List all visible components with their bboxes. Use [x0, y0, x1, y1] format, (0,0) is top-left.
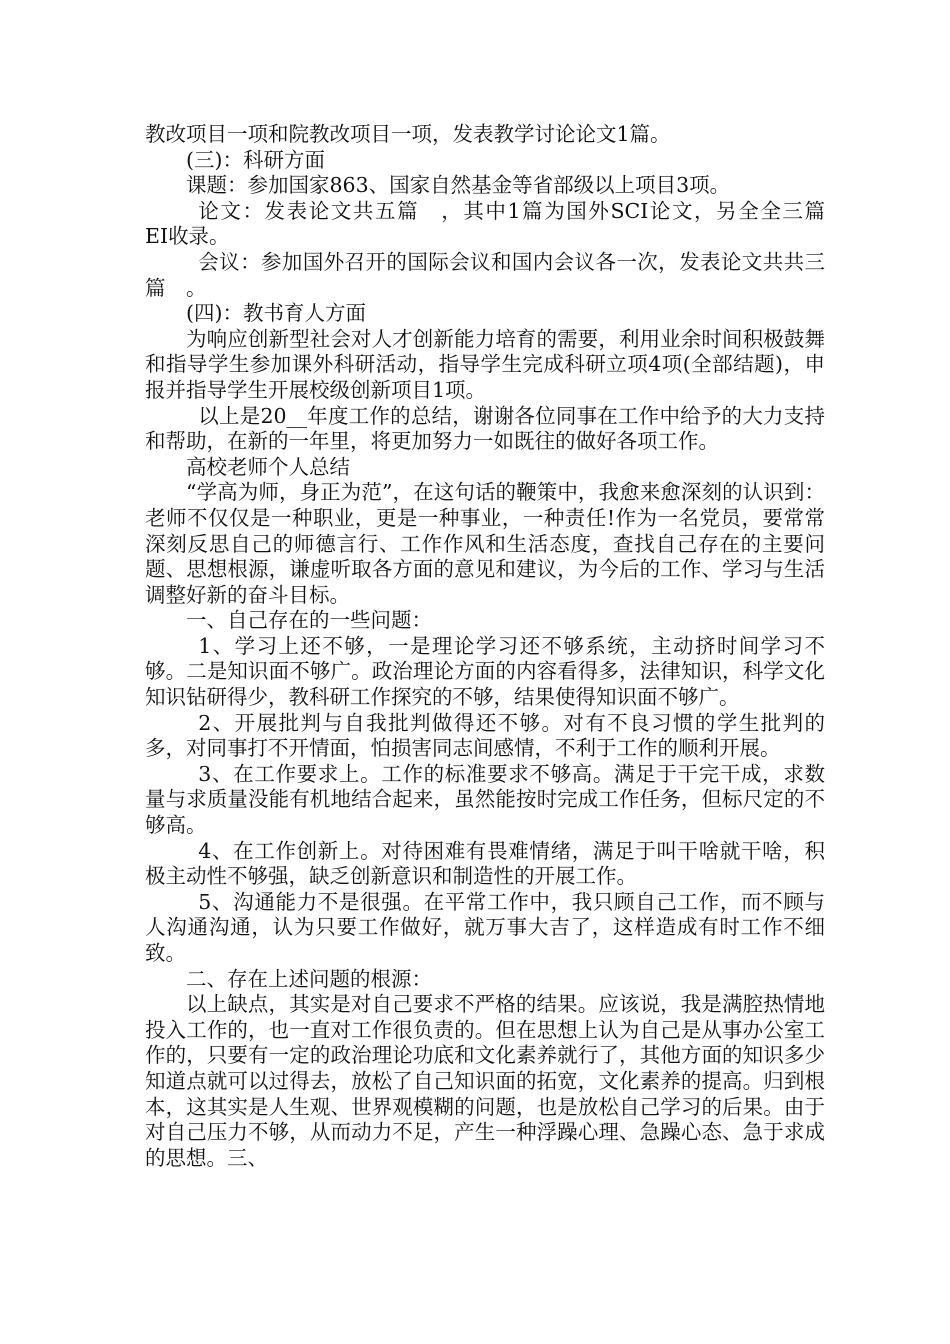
paragraph-papers: 论文：发表论文共五篇 ，其中1篇为国外SCI论文，另全全三篇 EI收录。: [145, 198, 846, 249]
paragraph-conferences: 会议：参加国外召开的国际会议和国内会议各一次，发表论文共共三篇 。: [145, 249, 825, 300]
paragraph-1: 教改项目一项和院教改项目一项，发表教学讨论论文1篇。: [145, 122, 671, 146]
section-heading-roots: 二、存在上述问题的根源：: [186, 966, 432, 991]
list-item-problem-2: 2、开展批判与自我批判做得还不够。对有不良习惯的学生批判的多，对同事打不开情面，怕损害同志间感情，不利于工作的顺利开展。: [145, 710, 825, 761]
document-title: 高校老师个人总结: [186, 454, 350, 479]
paragraph-annual-summary: 以上是20__年度工作的总结，谢谢各位同事在工作中给予的大力支持和帮助，在新的一年里，将更加努力一如既往的做好各项工作。: [145, 403, 825, 454]
list-item-problem-1: 1、学习上还不够，一是理论学习还不够系统，主动挤时间学习不够。二是知识面不够广。政治理论方面的内容看得多，法律知识，科学文化知识钻研得少，教科研工作探究的不够，结果使得知识面不够广。: [145, 633, 825, 710]
paragraph-intro: “学高为师，身正为范”，在这句话的鞭策中，我愈来愈深刻的认识到：老师不仅仅是一种职业，更是一种事业，一种责任!作为一名党员，要常常深刻反思自己的师德言行、工作作风和生活态度，查找自己存在的主要问题、思想根源，谦虚听取各方面的意见和建议，为今后的工作、学习与生活调整好新的奋斗目标。: [145, 480, 825, 607]
paragraph-projects: 课题：参加国家863、国家自然基金等省部级以上项目3项。: [186, 173, 731, 198]
paragraph-innovation: 为响应创新型社会对人才创新能力培育的需要，利用业余时间积极鼓舞和指导学生参加课外科研活动，指导学生完成科研立项4项(全部结题)，申报并指导学生开展校级创新项目1项。: [145, 326, 825, 402]
list-item-problem-5: 5、沟通能力不是很强。在平常工作中，我只顾自己工作，而不顾与人沟通沟通，认为只要工作做好，就万事大吉了，这样造成有时工作不细致。: [145, 889, 825, 965]
paragraph-roots: 以上缺点，其实是对自己要求不严格的结果。应该说，我是满腔热情地投入工作的，也一直对工作很负责的。但在思想上认为自己是从事办公室工作的，只要有一定的政治理论功底和文化素养就行了，其他方面的知识多少知道点就可以过得去，放松了自己知识面的拓宽，文化素养的提高。归到根本，这其实是人生观、世界观模糊的问题，也是放松自己学习的后果。由于对自己压力不够，从而动力不足，产生一种浮躁心理、急躁心态、急于求成的思想。三、: [145, 992, 825, 1170]
section-heading-problems: 一、自己存在的一些问题：: [186, 608, 432, 633]
list-item-problem-4: 4、在工作创新上。对待困难有畏难情绪，满足于叫干啥就干啥，积极主动性不够强，缺乏创新意识和制造性的开展工作。: [145, 838, 825, 889]
list-item-problem-3: 3、在工作要求上。工作的标准要求不够高。满足于干完干成，求数量与求质量没能有机地结合起来，虽然能按时完成工作任务，但标尺定的不够高。: [145, 761, 825, 838]
document-page: [145, 122, 846, 1171]
section-heading-research: (三)：科研方面: [186, 147, 325, 172]
section-heading-teaching: (四)：教书育人方面: [186, 301, 366, 326]
